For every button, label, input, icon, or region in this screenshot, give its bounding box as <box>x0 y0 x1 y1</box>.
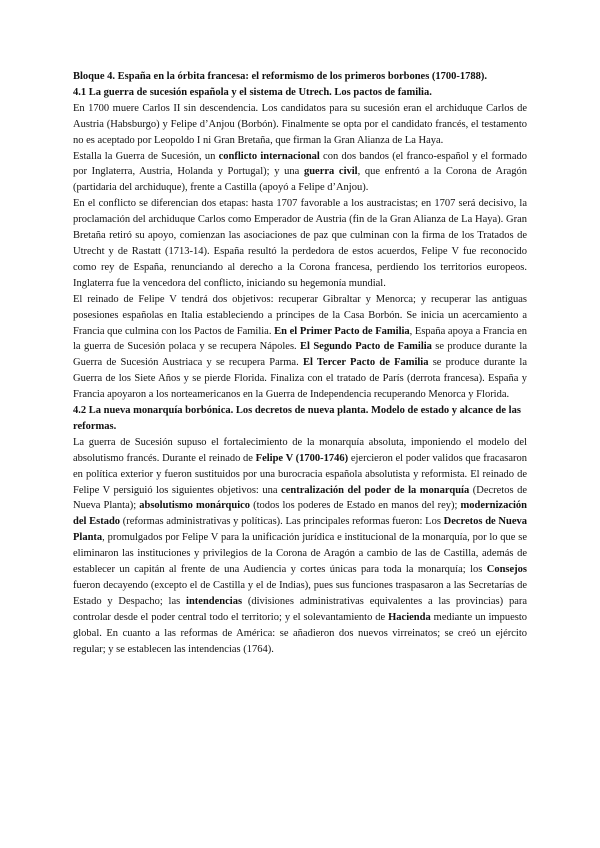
bold-term: Hacienda <box>388 611 431 623</box>
bold-term: guerra civil <box>303 166 358 178</box>
bold-term: El Segundo Pacto de Familia <box>300 341 432 353</box>
text-run: ejercieron el poder validos que fracasaron en política exterior y fueron sustituidos por una burocracia española absolutista y reformista. El reinado de Felipe V persiguió los siguientes objetivos: una <box>73 452 527 496</box>
text-run: (todos los poderes de Estado en manos del rey); <box>250 500 461 512</box>
bold-term: Felipe V (1700-1746) <box>255 452 349 464</box>
text-run: (divisiones administrativas equivalentes a las provincias) para controlar desde el poder central todo el territorio; y el solevantamiento de <box>73 595 528 623</box>
paragraph-conflict-stages: En el conflicto se diferencian dos etapas: hasta 1707 favorable a los austracistas; en 1707 será decisivo, la proclamación del archiduque Carlos como Emperador de Austria (fin de la Gran Alianza de La Haya). Gran Bretaña retiró su apoyo, comienzan las asociaciones de paz que culminan con la firma de los Tratados de Utrecht y de Rastatt (1713-14). España resultó la perdedora de estos acuerdos, Felipe V fue reconocido como rey de España, renunciando al derecho a la Corona francesa, perdiendo los territorios europeos. Inglaterra fue la vencedora del conflicto, iniciando su hegemonía mundial. <box>73 198 527 289</box>
document-title: Bloque 4. España en la órbita francesa: el reformismo de los primeros borbones (1700-1788). <box>73 71 488 82</box>
bold-term: En el Primer Pacto de Familia <box>274 325 410 337</box>
text-run: fueron decayendo (excepto el de Castilla y el de Indias), pues sus funciones traspasaron a las Secretarías de Estado y Despacho; las <box>73 580 527 607</box>
text-run: mediante un impuesto global. En cuanto a las reformas de América: se añadieron dos nuevos virreinatos; se creó un ejército regular; y se establecen las intendencias (1764). <box>73 611 528 655</box>
section-heading-4-1: 4.1 La guerra de sucesión española y el sistema de Utrech. Los pactos de familia. <box>73 86 432 98</box>
bold-term: absolutismo monárquico <box>139 500 251 512</box>
text-run: El reinado de Felipe V tendrá dos objetivos: recuperar Gibraltar y Menorca; y recuperar las antiguas posesiones españolas en Italia estableciendo a príncipes de la Casa Borbón. Se inicia un acercamiento a Francia que culmina con los Pactos de Familia. <box>73 293 527 337</box>
text-run: , promulgados por Felipe V para la unificación jurídica e institucional de la monarquía, por lo que se eliminaron las instituciones y privilegios de la Corona de Aragón a cambio de las de Castilla, además de establecer un capitán al frente de una Audiencia y cortes únicas para toda la monarquía; los <box>73 532 527 576</box>
text-run: se produce durante la Guerra de los Siete Años y se pierde Florida. Finaliza con el tratado de París (derrota francesa). España y Francia apoyaron a los norteamericanos en la Guerra de Independencia recuperando Menorca y Florida. <box>73 357 527 401</box>
bold-term: centralización del poder de la monarquía <box>281 484 470 496</box>
bold-term: modernización del Estado <box>73 500 527 528</box>
bold-term: Consejos <box>486 564 527 576</box>
text-run: Estalla la Guerra de Sucesión, un <box>73 150 219 162</box>
paragraph-war-outbreak <box>73 149 527 197</box>
bold-term: Decretos de Nueva Planta <box>73 516 528 544</box>
section-heading-4-2: 4.2 La nueva monarquía borbónica. Los decretos de nueva planta. Modelo de estado y alcance de las reformas. <box>73 405 521 432</box>
text-run: La guerra de Sucesión supuso el fortalecimiento de la monarquía absoluta, imponiendo el modelo del absolutismo francés. Durante el reinado de <box>73 436 527 464</box>
text-run: con dos bandos (el franco-español y el formado por Inglaterra, Austria, Holanda y Portugal); y una <box>73 150 527 178</box>
document-page <box>73 69 527 658</box>
text-run: se produce durante la Guerra de Sucesión Austriaca y se recupera Parma. <box>73 341 527 369</box>
text-run: , España apoya a Francia en la guerra de Sucesión polaca y se recupera Nápoles. <box>73 325 527 353</box>
bold-term: conflicto internacional <box>218 150 320 162</box>
text-run: (reformas administrativas y políticas). Las principales reformas fueron: Los <box>120 516 444 528</box>
bold-term: intendencias <box>186 595 243 607</box>
paragraph-family-pacts <box>73 292 527 403</box>
paragraph-succession: En 1700 muere Carlos II sin descendencia. Los candidatos para su sucesión eran el archiduque Carlos de Austria (Habsburgo) y Felipe d’Anjou (Borbón). Finalmente se opta por el candidato francés, el testamento no es aceptado por Leopoldo I ni Gran Bretaña, que firman la Gran Alianza de La Haya. <box>73 102 527 146</box>
text-run: , que enfrentó a la Corona de Aragón (partidaria del archiduque), frente a Castilla (apoyó a Felipe d’Anjou). <box>73 166 527 194</box>
bold-term: El Tercer Pacto de Familia <box>302 357 429 369</box>
paragraph-bourbon-monarchy <box>73 435 527 658</box>
text-run: (Decretos de Nueva Planta); <box>73 484 527 512</box>
